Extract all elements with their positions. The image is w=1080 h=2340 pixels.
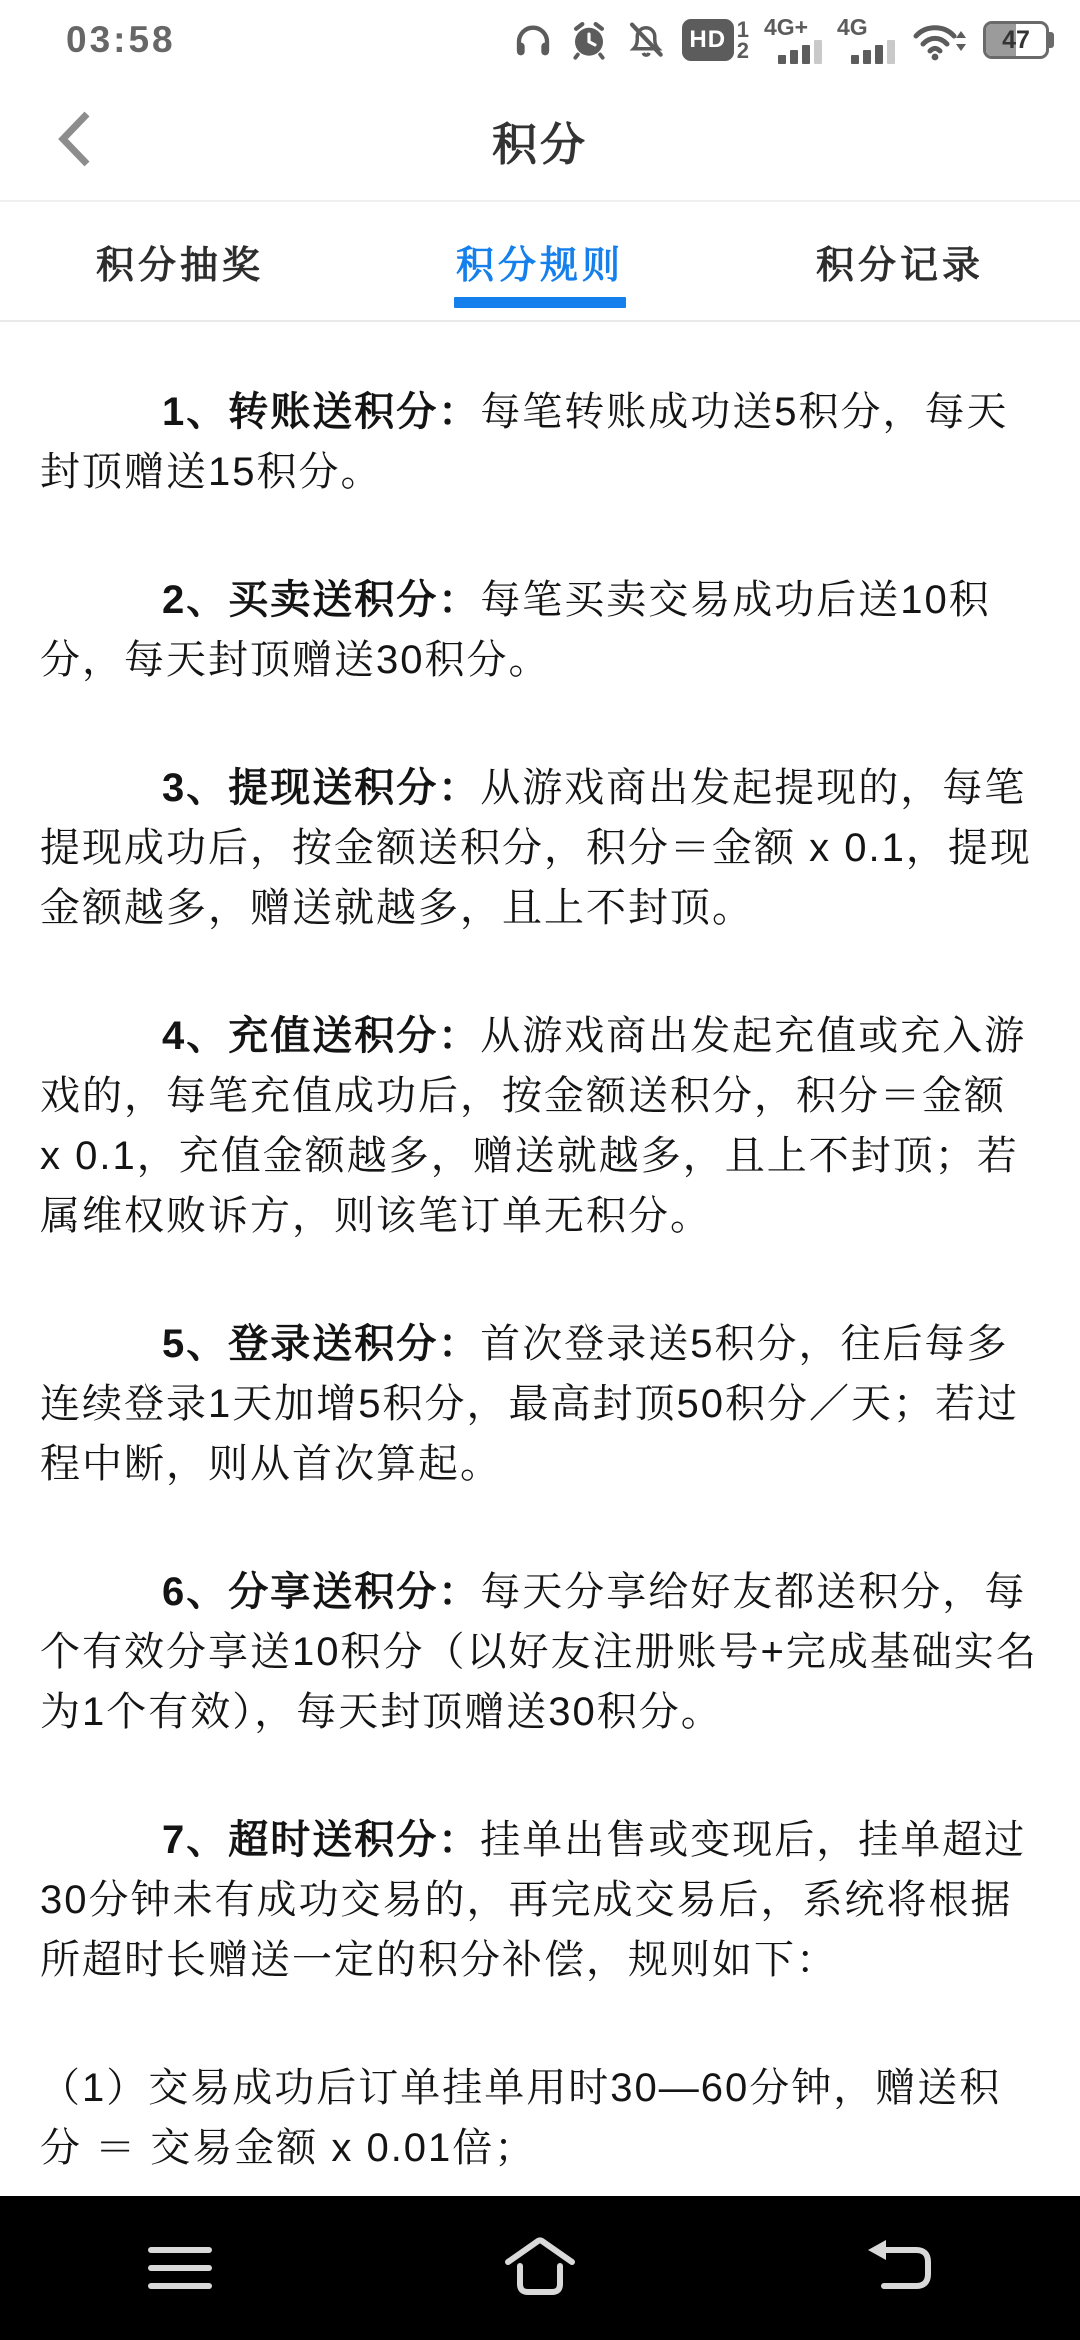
rules-scroll-area[interactable] (0, 382, 1080, 2314)
tab-points-rules[interactable]: 积分规则 (360, 202, 720, 320)
rule-lead: 2、买卖送积分： (162, 578, 481, 622)
home-icon (500, 2232, 580, 2304)
tab-points-record[interactable]: 积分记录 (815, 244, 984, 287)
clock-text: 03:58 (66, 19, 176, 60)
menu-icon (144, 2232, 216, 2304)
hd-badge: HD 1 2 (682, 19, 749, 61)
rule-lead: 3、提现送积分： (162, 766, 481, 810)
rule-body: 每笔转账成功送5积分，每天封顶赠送15积分。 (40, 390, 1009, 494)
bell-muted-icon (625, 19, 667, 61)
signal-bars-icon (851, 40, 895, 64)
alarm-clock-icon (568, 19, 610, 61)
rule-body: 从游戏商出发起充值或充入游戏的，每笔充值成功后，按金额送积分，积分＝金额 x 0.1，充值金额越多，赠送就越多，且上不封顶；若属维权败诉方，则该笔订单无积分。 (40, 1014, 1027, 1238)
rule-lead: 4、充值送积分： (162, 1014, 481, 1058)
headphones-icon (513, 20, 553, 60)
signal-bars-icon (778, 40, 822, 64)
rule-paragraph-4 (40, 1006, 1040, 1246)
rule-body: 每笔买卖交易成功后送10积分，每天封顶赠送30积分。 (40, 578, 991, 682)
rule-body: 每天分享给好友都送积分，每个有效分享送10积分（以好友注册账号+完成基础实名为1个有效），每天封顶赠送30积分。 (40, 1570, 1038, 1734)
status-bar (0, 0, 1080, 80)
nav-home-button[interactable] (360, 2196, 720, 2340)
nav-back-button[interactable] (720, 2196, 1080, 2340)
rule-paragraph-2 (40, 570, 1040, 690)
rule-lead: 6、分享送积分： (162, 1570, 481, 1614)
rule-lead: 7、超时送积分： (162, 1818, 481, 1862)
active-tab-underline (454, 297, 626, 308)
page-title: 积分 (491, 118, 588, 170)
rule-body: 首次登录送5积分，往后每多连续登录1天加增5积分，最高封顶50积分／天；若过程中断，则从首次算起。 (40, 1322, 1019, 1486)
rule-body: 挂单出售或变现后，挂单超过30分钟未有成功交易的，再完成交易后，系统将根据所超时长赠送一定的积分补偿，规则如下： (40, 1818, 1027, 1982)
signal-4g-plus: 4G+ (764, 16, 822, 64)
rule-paragraph-6 (40, 1562, 1040, 1742)
rule-paragraph-3 (40, 758, 1040, 938)
signal-4g: 4G (837, 16, 895, 64)
rule-lead: 5、登录送积分： (162, 1322, 481, 1366)
rule-lead: 1、转账送积分： (162, 390, 481, 434)
tab-bar (0, 202, 1080, 322)
tab-points-lottery[interactable]: 积分抽奖 (95, 244, 264, 287)
rule-paragraph-5 (40, 1314, 1040, 1494)
header (0, 80, 1080, 202)
rule-body: 从游戏商出发起提现的，每笔提现成功后，按金额送积分，积分＝金额 x 0.1，提现金额越多，赠送就越多，且上不封顶。 (40, 766, 1032, 930)
sub-rule-1: （1）交易成功后订单挂单用时30—60分钟，赠送积分 ＝ 交易金额 x 0.01倍； (40, 2066, 1002, 2170)
back-return-icon (860, 2232, 940, 2304)
rule-paragraph-7 (40, 1810, 1040, 1990)
rule-paragraph-1 (40, 382, 1040, 502)
nav-menu-button[interactable] (0, 2196, 360, 2340)
android-nav-bar (0, 2196, 1080, 2340)
battery-icon: 47 (983, 21, 1054, 59)
status-icons (513, 16, 1054, 64)
wifi-icon (910, 18, 968, 62)
